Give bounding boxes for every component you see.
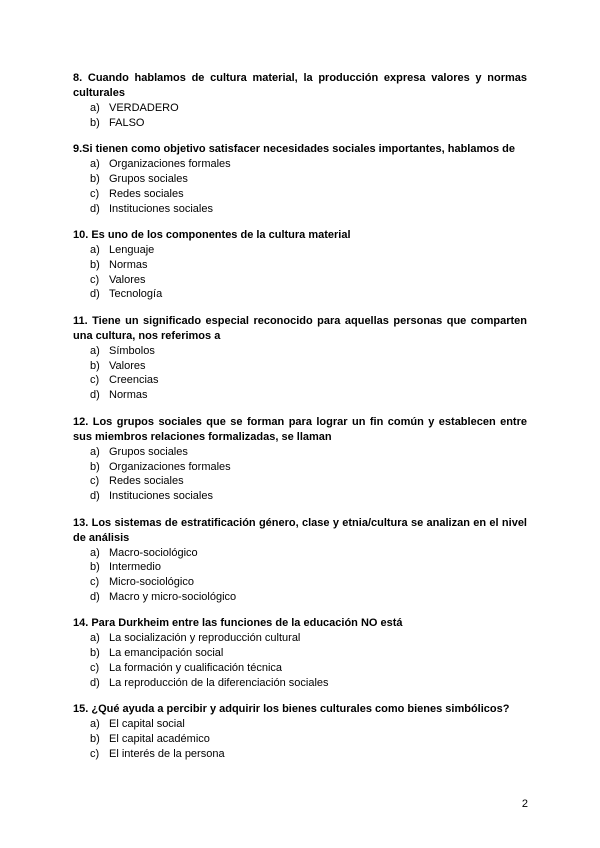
option-text: Grupos sociales [109, 445, 188, 458]
question-block [73, 415, 527, 504]
question-text: 10. Es uno de los componentes de la cultura material [73, 229, 351, 242]
option-marker: a) [90, 445, 100, 458]
option-text: Micro-sociológico [109, 576, 194, 589]
option-text: La reproducción de la diferenciación sociales [109, 676, 329, 689]
question-block [73, 71, 527, 130]
option-marker: d) [90, 489, 100, 502]
option-list [73, 157, 527, 216]
answer-option [73, 747, 527, 762]
option-list [73, 631, 527, 690]
answer-option [73, 646, 527, 661]
option-text: Redes sociales [109, 475, 184, 488]
option-marker: d) [90, 676, 100, 689]
option-text: Macro-sociológico [109, 546, 198, 559]
option-marker: b) [90, 647, 100, 660]
option-text: La socialización y reproducción cultural [109, 632, 301, 645]
answer-option [73, 101, 527, 116]
option-marker: b) [90, 258, 100, 271]
option-marker: d) [90, 590, 100, 603]
question-block [73, 616, 527, 690]
answer-option [73, 187, 527, 202]
option-text: FALSO [109, 116, 145, 129]
option-marker: b) [90, 173, 100, 186]
option-text: El capital académico [109, 732, 210, 745]
option-text: Símbolos [109, 345, 155, 358]
option-text: VERDADERO [109, 102, 179, 114]
question-text: 14. Para Durkheim entre las funciones de la educación NO está [73, 617, 403, 630]
option-marker: a) [90, 345, 100, 358]
question-block [73, 142, 527, 216]
option-text: Intermedio [109, 561, 161, 574]
option-marker: a) [90, 158, 100, 171]
option-marker: a) [90, 632, 100, 645]
answer-option [73, 359, 527, 374]
answer-option [73, 590, 527, 605]
question-block [73, 702, 527, 761]
option-text: Normas [109, 389, 148, 402]
option-marker: c) [90, 661, 100, 674]
option-marker: c) [90, 475, 100, 488]
option-marker: a) [90, 718, 100, 731]
option-list [73, 445, 527, 504]
option-marker: d) [90, 202, 100, 215]
option-marker: c) [90, 576, 100, 589]
option-list [73, 344, 527, 403]
answer-option [73, 287, 527, 302]
answer-option [73, 474, 527, 489]
option-text: Lenguaje [109, 244, 155, 257]
answer-option [73, 258, 527, 273]
option-text: Grupos sociales [109, 173, 188, 186]
answer-option [73, 631, 527, 646]
option-marker: b) [90, 561, 100, 574]
option-list [73, 546, 527, 605]
question-block [73, 516, 527, 605]
question-text: 15. ¿Qué ayuda a percibir y adquirir los bienes culturales como bienes simbólicos? [73, 703, 510, 716]
option-marker: b) [90, 116, 100, 129]
answer-option [73, 243, 527, 258]
answer-option [73, 489, 527, 504]
option-text: Instituciones sociales [109, 489, 213, 502]
option-list [73, 243, 527, 302]
answer-option [73, 575, 527, 590]
option-marker: a) [90, 244, 100, 257]
answer-option [73, 172, 527, 187]
option-text: Organizaciones formales [109, 460, 231, 473]
question-text: 9.Si tienen como objetivo satisfacer necesidades sociales importantes, hablamos de [73, 143, 515, 156]
option-marker: c) [90, 187, 100, 200]
question-block [73, 314, 527, 403]
answer-option [73, 373, 527, 388]
option-text: Macro y micro-sociológico [109, 590, 237, 603]
answer-option [73, 732, 527, 747]
option-text: Normas [109, 258, 148, 271]
question-text: 13. Los sistemas de estratificación género, clase y etnia/cultura se analizan en el nivel de análisis [73, 516, 527, 544]
option-text: Tecnología [109, 288, 163, 301]
option-text: Organizaciones formales [109, 158, 231, 171]
option-text: El capital social [109, 718, 185, 731]
option-text: Valores [109, 359, 146, 372]
question-list [73, 71, 527, 773]
option-text: La formación y cualificación técnica [109, 661, 283, 674]
answer-option [73, 460, 527, 475]
option-text: Instituciones sociales [109, 202, 213, 215]
answer-option [73, 202, 527, 217]
option-marker: c) [90, 747, 100, 760]
question-text: 11. Tiene un significado especial reconocido para aquellas personas que comparten una cultura, nos referimos a [73, 315, 527, 343]
answer-option [73, 273, 527, 288]
answer-option [73, 676, 527, 691]
answer-option [73, 560, 527, 575]
option-marker: a) [90, 546, 100, 559]
option-list [73, 101, 527, 130]
option-marker: a) [90, 102, 100, 114]
option-marker: b) [90, 460, 100, 473]
option-text: Valores [109, 273, 146, 286]
answer-option [73, 157, 527, 172]
option-marker: d) [90, 389, 100, 402]
answer-option [73, 445, 527, 460]
option-marker: c) [90, 273, 100, 286]
option-marker: b) [90, 732, 100, 745]
answer-option [73, 344, 527, 359]
option-text: La emancipación social [109, 647, 224, 660]
answer-option [73, 116, 527, 131]
option-list [73, 717, 527, 761]
question-text: 12. Los grupos sociales que se forman para lograr un fin común y establecen entre sus miembros relaciones formalizadas, se llaman [73, 415, 527, 443]
page-number: 2 [521, 798, 528, 810]
option-marker: c) [90, 374, 100, 387]
option-marker: d) [90, 288, 100, 301]
answer-option [73, 717, 527, 732]
option-text: Redes sociales [109, 187, 184, 200]
option-text: Creencias [109, 374, 159, 387]
question-text: 8. Cuando hablamos de cultura material, la producción expresa valores y normas culturales [73, 72, 527, 99]
answer-option [73, 388, 527, 403]
option-text: El interés de la persona [109, 747, 225, 760]
answer-option [73, 546, 527, 561]
option-marker: b) [90, 359, 100, 372]
answer-option [73, 661, 527, 676]
question-block [73, 228, 527, 302]
